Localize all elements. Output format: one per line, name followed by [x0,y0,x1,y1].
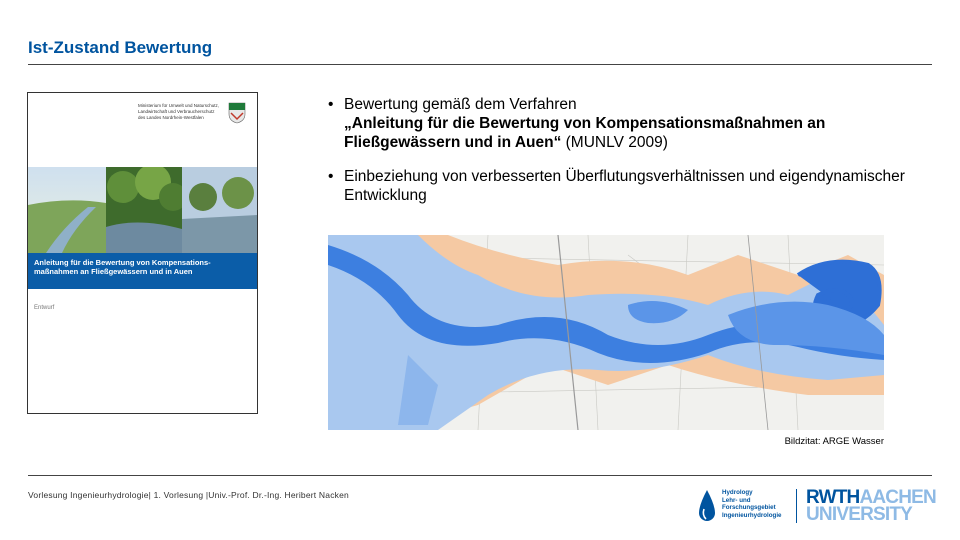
cover-draft-label: Entwurf [34,305,55,311]
cover-ministry-text: Ministerium für Umwelt und Naturschutz, Landwirtschaft und Verbraucherschutz des Landes Nordrhein-Westfalen [138,103,220,120]
footer-divider [28,475,932,476]
page-title: Ist-Zustand Bewertung [28,38,213,57]
logo-separator [796,489,797,523]
nrw-crest-icon [228,102,246,124]
ihw-logo-text: Hydrology Lehr- und Forschungsgebiet Ingenieurhydrologie [722,489,782,519]
bullet-item: • Bewertung gemäß dem Verfahren „Anleitung für die Bewertung von Kompensationsmaßnahmen an Fließgewässern und in Auen“ (MUNLV 2009) [328,96,826,151]
header-divider [28,64,932,65]
cover-title: Anleitung für die Bewertung von Kompensations- maßnahmen an Fließgewässern und in Auen [34,258,211,276]
image-credit: Bildzitat: ARGE Wasser [784,436,884,447]
footer-text: Vorlesung Ingenieurhydrologie| 1. Vorlesung |Univ.-Prof. Dr.-Ing. Heribert Nacken [28,490,349,500]
rwth-logo: RWTHAACHEN UNIVERSITY [806,487,936,525]
bullet-item: • Einbeziehung von verbesserten Überflutungsverhältnissen und eigendynamischer Entwicklung [328,168,905,204]
brochure-cover-image [27,92,258,414]
cover-river-photos [28,167,257,253]
ihw-logo [697,487,787,525]
flood-map-image [328,235,884,430]
bullet-list [328,95,918,220]
bullet-dot-icon: • [328,96,334,113]
bullet-dot-icon: • [328,168,334,185]
water-drop-icon [697,489,717,525]
cover-title-band [28,253,257,289]
